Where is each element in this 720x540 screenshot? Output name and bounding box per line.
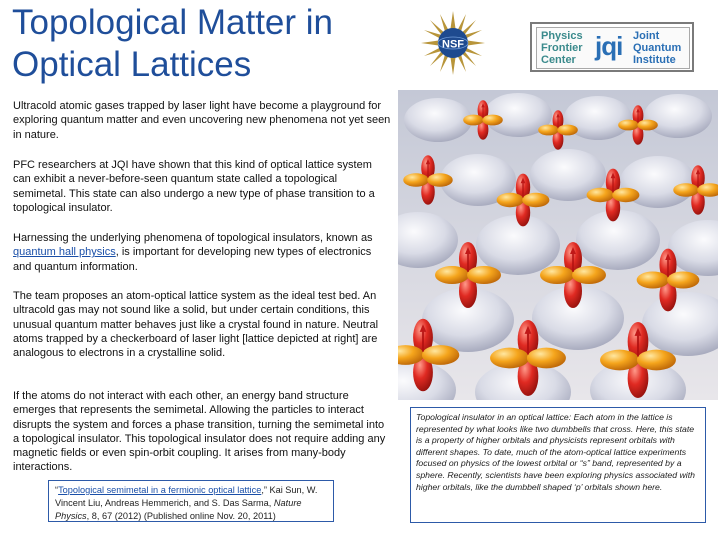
optical-lattice-image [398,90,718,400]
paragraph-pfc-research: PFC researchers at JQI have shown that this kind of optical lattice system can exhibit a never-before-seen quantum state called a topological semimetal. This state can also undergo a new type of phase transition to a topological insulator. [13,159,375,214]
pfc-jqi-logo [530,22,694,72]
quantum-hall-physics-link[interactable]: quantum hall physics [13,246,116,259]
jqi-mark: jqi [595,31,623,61]
paragraph-quantum-hall: Harnessing the underlying phenomena of topological insulators, known as quantum hall physics, is important for developing new types of electronics and quantum information. [13,232,373,273]
paper-link[interactable]: Topological semimetal in a fermionic optical lattice [58,485,262,495]
page-title: Topological Matter in Optical Lattices [12,3,333,84]
nsf-logo [420,10,486,76]
pfc-text: Physics Frontier Center [541,30,583,66]
paragraph-test-bed: The team proposes an atom-optical lattice system as the ideal test bed. An ultracold gas may not sound like a solid, but under certain conditions, this unusual quantum matter behaves just like a crystal found in nature. Neutral atoms trapped by a checkerboard of laser light [lattice depicted at right] are analogous to electrons in a crystalline solid. [13,290,379,360]
paragraph-intro: Ultracold atomic gases trapped by laser light have become a playground for exploring quantum matter and even uncovering new phenomena not yet seen in nature. [13,100,391,141]
image-caption: Topological insulator in an optical lattice: Each atom in the lattice is represented by what looks like two dumbbells that cross. Here, this state is a property of higher orbitals and physicists represent orbitals with different shapes. To date, much of the atom-optical lattice experiments focused on physics of the lowest orbital or “s” band, represented by a sphere. Recently, scientists have been exploring physics associated with higher orbitals, like the dumbbell shaped ‘p’ orbitals shown here. [410,407,706,523]
citation-box: “Topological semimetal in a fermionic optical lattice,” Kai Sun, W. Vincent Liu, Andreas Hemmerich, and S. Das Sarma, Nature Physics, 8, 67 (2012) (Published online Nov. 20, 2011) [48,480,334,522]
jqi-text: Joint Quantum Institute [633,30,682,66]
nsf-text: NSF [442,38,464,51]
paragraph-phase-transition: If the atoms do not interact with each other, an energy band structure emerges that represents the semimetal. Allowing the particles to interact disrupts the system and forces a phase transition, turning the semimetal into a topological insulator. This topological insulator does not require adding any magnetic fields or even spin-orbit coupling. It arises from many-body interactions. [13,390,386,474]
